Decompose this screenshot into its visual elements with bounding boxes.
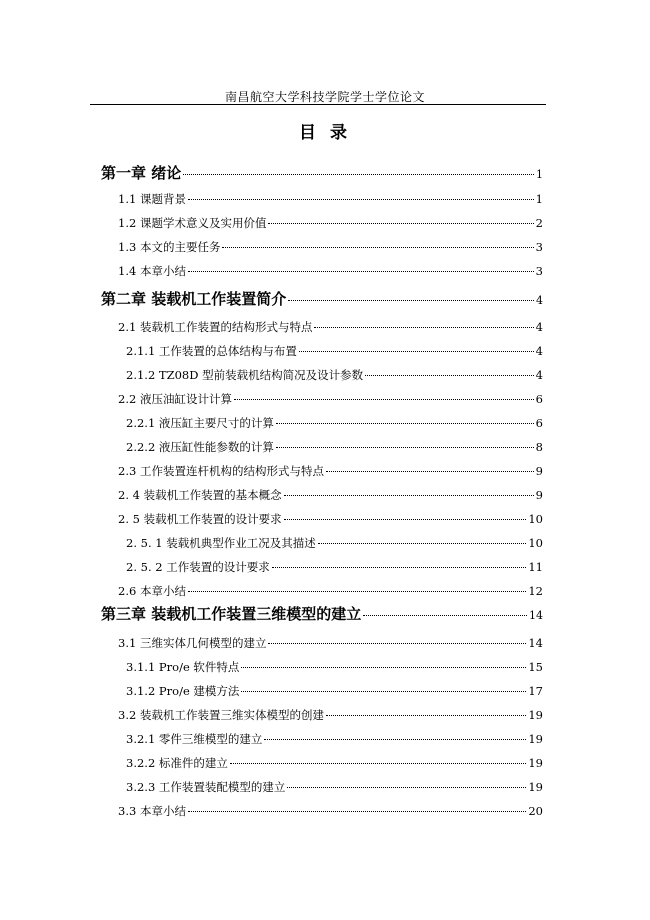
toc-page-number: 14 (529, 609, 543, 622)
dot-leader (314, 326, 533, 328)
dot-leader (326, 714, 526, 716)
toc-entry-label: 1.1 课题背景 (118, 192, 186, 206)
toc-page-number: 4 (535, 344, 543, 358)
toc-entry-label: 3.2.3 工作装置装配模型的建立 (126, 780, 286, 794)
toc-title: 目 录 (299, 123, 351, 143)
toc-section-entry[interactable] (126, 779, 543, 795)
toc-page-number: 19 (528, 708, 543, 722)
dot-leader (230, 762, 526, 764)
toc-entry-label: 2.1.2 TZ08D 型前装载机结构简况及设计参数 (126, 368, 364, 382)
toc-page-number: 4 (536, 294, 543, 307)
toc-entry-label: 2. 5 装载机工作装置的设计要求 (118, 512, 282, 526)
toc-section-entry[interactable] (118, 391, 543, 407)
toc-section-entry[interactable] (118, 319, 543, 335)
toc-entry-label: 3.1 三维实体几何模型的建立 (118, 636, 267, 650)
toc-section-entry[interactable] (118, 511, 543, 527)
toc-page-number: 6 (535, 416, 543, 430)
toc-page-number: 3 (535, 240, 543, 254)
toc-section-entry[interactable] (118, 239, 543, 255)
header-rule (90, 104, 546, 105)
toc-page-number: 10 (528, 512, 543, 526)
toc-entry-label: 3.1.2 Pro/e 建模方法 (126, 684, 240, 698)
toc-page-number: 9 (535, 488, 543, 502)
toc-page-number: 4 (535, 368, 543, 382)
toc-entry-label: 3.2.2 标准件的建立 (126, 756, 228, 770)
toc-chapter-entry[interactable] (101, 288, 543, 309)
dot-leader (222, 246, 533, 248)
toc-page-number: 8 (535, 440, 543, 454)
toc-entry-label: 2. 5. 2 工作装置的设计要求 (126, 560, 270, 574)
toc-page-number: 19 (528, 780, 543, 794)
toc-page-number: 2 (535, 216, 543, 230)
dot-leader (318, 542, 527, 544)
toc-page-number: 3 (535, 264, 543, 278)
toc-section-entry[interactable] (118, 635, 543, 651)
dot-leader (188, 810, 526, 812)
toc-page-number: 4 (535, 320, 543, 334)
dot-leader (268, 222, 533, 224)
toc-page-number: 10 (528, 536, 543, 550)
dot-leader (299, 350, 534, 352)
toc-entry-label: 3.1.1 Pro/e 软件特点 (126, 660, 240, 674)
page-header: 南昌航空大学科技学院学士学位论文 (224, 90, 425, 104)
dot-leader (363, 614, 527, 616)
toc-entry-label: 第二章 装载机工作装置简介 (101, 290, 287, 308)
dot-leader (284, 494, 534, 496)
dot-leader (268, 642, 526, 644)
toc-page-number: 20 (528, 804, 543, 818)
toc-page-number: 19 (528, 732, 543, 746)
toc-section-entry[interactable] (118, 803, 543, 819)
dot-leader (183, 173, 534, 175)
toc-page-number: 1 (535, 192, 543, 206)
toc-chapter-entry[interactable] (101, 162, 543, 183)
toc-entry-label: 2.1.1 工作装置的总体结构与布置 (126, 344, 297, 358)
toc-section-entry[interactable] (126, 415, 543, 431)
toc-entry-label: 第三章 装载机工作装置三维模型的建立 (101, 605, 362, 623)
dot-leader (284, 518, 527, 520)
toc-chapter-entry[interactable] (101, 603, 543, 624)
toc-section-entry[interactable] (126, 535, 543, 551)
dot-leader (365, 374, 534, 376)
dot-leader (188, 270, 534, 272)
toc-entry-label: 2.1 装载机工作装置的结构形式与特点 (118, 320, 313, 334)
toc-page-number: 17 (528, 684, 543, 698)
dot-leader (276, 422, 534, 424)
toc-section-entry[interactable] (118, 707, 543, 723)
toc-page-number: 9 (535, 464, 543, 478)
toc-entry-label: 3.2 装载机工作装置三维实体模型的创建 (118, 708, 324, 722)
toc-section-entry[interactable] (126, 659, 543, 675)
toc-entry-label: 第一章 绪论 (101, 164, 182, 182)
toc-entry-label: 2.2.2 液压缸性能参数的计算 (126, 440, 274, 454)
toc-entry-label: 1.4 本章小结 (118, 264, 186, 278)
dot-leader (264, 738, 526, 740)
dot-leader (234, 398, 534, 400)
toc-page-number: 1 (536, 168, 543, 181)
toc-section-entry[interactable] (118, 215, 543, 231)
dot-leader (326, 470, 534, 472)
toc-entry-label: 2. 5. 1 装载机典型作业工况及其描述 (126, 536, 316, 550)
toc-page-number: 6 (535, 392, 543, 406)
toc-section-entry[interactable] (118, 583, 543, 599)
dot-leader (288, 299, 534, 301)
toc-section-entry[interactable] (126, 683, 543, 699)
toc-page-number: 19 (528, 756, 543, 770)
toc-entry-label: 3.3 本章小结 (118, 804, 186, 818)
toc-entry-label: 3.2.1 零件三维模型的建立 (126, 732, 263, 746)
dot-leader (188, 198, 534, 200)
toc-entry-label: 1.2 课题学术意义及实用价值 (118, 216, 267, 230)
dot-leader (276, 446, 534, 448)
toc-section-entry[interactable] (126, 755, 543, 771)
toc-section-entry[interactable] (118, 191, 543, 207)
dot-leader (188, 590, 526, 592)
dot-leader (241, 666, 526, 668)
toc-page-number: 11 (528, 560, 543, 574)
toc-entry-label: 2.3 工作装置连杆机构的结构形式与特点 (118, 464, 324, 478)
toc-page-number: 15 (528, 660, 543, 674)
toc-entry-label: 2.2.1 液压缸主要尺寸的计算 (126, 416, 274, 430)
toc-section-entry[interactable] (118, 487, 543, 503)
toc-entry-label: 1.3 本文的主要任务 (118, 240, 221, 254)
toc-page-number: 14 (528, 636, 543, 650)
dot-leader (287, 786, 526, 788)
toc-page-number: 12 (528, 584, 543, 598)
toc-section-entry[interactable] (118, 263, 543, 279)
toc-section-entry[interactable] (126, 343, 543, 359)
dot-leader (272, 566, 527, 568)
dot-leader (241, 690, 526, 692)
toc-section-entry[interactable] (118, 463, 543, 479)
toc-section-entry[interactable] (126, 731, 543, 747)
toc-section-entry[interactable] (126, 559, 543, 575)
toc-entry-label: 2.2 液压油缸设计计算 (118, 392, 232, 406)
toc-section-entry[interactable] (126, 439, 543, 455)
toc-entry-label: 2. 4 装载机工作装置的基本概念 (118, 488, 282, 502)
toc-section-entry[interactable] (126, 367, 543, 383)
toc-entry-label: 2.6 本章小结 (118, 584, 186, 598)
